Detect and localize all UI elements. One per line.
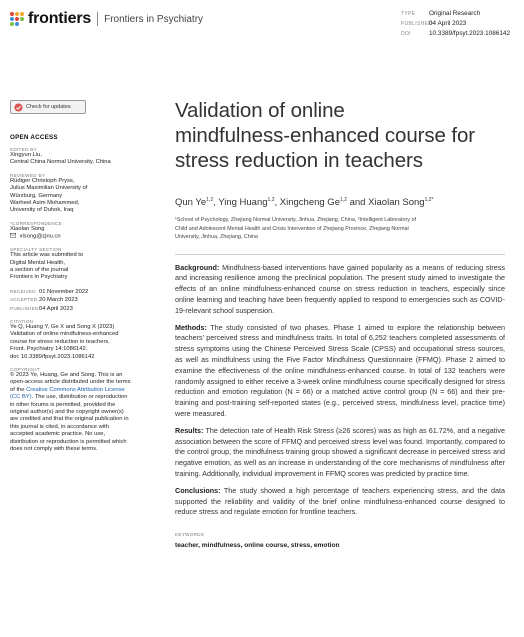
copyright-line: are credited and that the original publication in <box>10 416 129 423</box>
copyright-line: original author(s) and the copyright owner(s) <box>10 409 124 416</box>
copyright-label: COPYRIGHT <box>10 367 41 373</box>
journal-title: Psychiatry <box>156 13 204 25</box>
received-date: 01 November 2022 <box>39 288 89 295</box>
author-affil-sup: 1,2* <box>424 197 434 203</box>
abstract-text: The study consisted of two phases. Phase 1 aimed to explore the relationship between teachers' perceived stress and mindfulness traits. In total of 6,252 teachers completed assessments of stress symptoms using the Chinese Perceived Stress Scale (CPSS) and occupational stress sources, as well as mindfulness using the Five Factor Mindfulness Questionnaire (FFMQ). Phase 2 aimed to examine the effectiveness of the online mindfulness-enhanced course. In total of 132 teachers were randomly assigned to either receive a 3-week online mindfulness course specifically designed for stress reduction and emotion regulation (N = 66) or a matched active control group (N = 66) and their pre-training and post-training self-reported states (e.g., perceived stress, mindfulness level, practice time) were measured. <box>175 322 505 419</box>
copyright-fragment: of the <box>10 386 27 393</box>
copyright-text <box>10 372 160 453</box>
copyright-line: in other forums is permitted, provided the <box>10 401 116 408</box>
abstract-text: The detection rate of Health Risk Stress (≥26 scores) was as high as 61.72%, and a negative association between the score of FFMQ and perceived stress level was found. Importantly, compared to the control group, the mindfulness training group showed a significant decrease in perceived stress and negative emotion, as well as an increase in understanding of the core mechanisms of mindfulness after training. Additionally, individual improvement in FFMQ scores was predicted by practice time. <box>175 425 505 478</box>
keywords: teacher, mindfulness, online course, stress, emotion <box>175 542 340 550</box>
reviewer-line: Würzburg, Germany <box>10 192 63 199</box>
check-updates-icon <box>14 103 23 112</box>
citation-line: course for stress reduction in teachers. <box>10 338 110 345</box>
author-separator: , <box>213 197 219 209</box>
author-separator: and <box>346 197 369 209</box>
abstract-heading: Background: <box>175 262 220 272</box>
correspondence-label: *CORRESPONDENCE <box>10 220 62 226</box>
published-value: 04 April 2023 <box>429 20 467 27</box>
author-name[interactable]: Qun Ye <box>175 197 207 209</box>
edited-by <box>10 152 160 167</box>
published-date: 04 April 2023 <box>39 305 73 312</box>
cc-license-link[interactable]: Creative Commons Attribution License <box>26 386 125 393</box>
frontiers-logo-icon <box>10 12 25 27</box>
correspondence-email-row[interactable] <box>10 233 160 241</box>
affiliations <box>175 216 505 242</box>
citation-line: Validation of online mindfulness-enhanced <box>10 331 119 338</box>
article-header <box>0 0 524 50</box>
section-divider <box>175 254 505 255</box>
reviewer-line: Rüdiger Christoph Pryss, <box>10 177 75 184</box>
reviewed-by <box>10 178 160 215</box>
specialty-line: Digital Mental Health, <box>10 259 66 266</box>
title-line: mindfulness-enhanced course for <box>175 124 476 147</box>
type-value: Original Research <box>429 10 481 17</box>
affiliation-line: Child and Adolescent Mental Health and Crisis Intervention of Zhejiang Province, Zhejiang Normal <box>175 225 409 232</box>
citation-line: Front. Psychiatry 14:1086142. <box>10 346 88 353</box>
title-line: stress reduction in teachers <box>175 149 423 172</box>
author-list <box>175 197 505 208</box>
author-separator: , <box>274 197 280 209</box>
dates-block <box>10 288 160 313</box>
reviewed-by-label: REVIEWED BY <box>10 172 46 178</box>
abstract <box>175 263 505 519</box>
accepted-date: 20 March 2023 <box>39 297 78 304</box>
received-row <box>10 288 160 296</box>
abstract-heading: Results: <box>175 425 204 435</box>
frontiers-logo[interactable] <box>10 10 203 28</box>
type-label: TYPE <box>401 11 416 17</box>
abstract-heading: Conclusions: <box>175 485 221 495</box>
abstract-text: The study showed a high percentage of teachers experiencing stress, and the data supported the reliability and validity of the brief online mindfulness-enhanced course designed to reduce stress and regulate emotion for frontline teachers. <box>175 485 505 517</box>
editor-affiliation: Central China Normal University, China <box>10 159 111 166</box>
article-sidebar <box>10 100 160 454</box>
article-type-block <box>401 9 510 39</box>
author-affil-sup: 1,2 <box>267 197 275 203</box>
check-for-updates-button[interactable] <box>10 100 86 114</box>
citation-line: Ye Q, Huang Y, Ge X and Song X (2023) <box>10 324 115 330</box>
copyright-line: open-access article distributed under the terms <box>10 379 131 386</box>
keywords-label: KEYWORDS <box>175 532 205 538</box>
correspondence <box>10 226 160 241</box>
affiliation-line: ¹School of Psychology, Zhejiang Normal University, Jinhua, Zhejiang, China, ²Intelligent Laboratory of <box>175 217 417 224</box>
check-for-updates-label: Check for updates <box>26 104 71 110</box>
accepted-label: ACCEPTED <box>10 297 38 303</box>
doi-value[interactable]: 10.3389/fpsyt.2023.1086142 <box>429 30 511 37</box>
reviewer-line: Julius Maximilian University of <box>10 185 88 192</box>
received-label: RECEIVED <box>10 288 36 294</box>
logo-divider <box>97 12 98 26</box>
correspondence-name: Xiaolan Song <box>10 225 45 232</box>
journal-prefix: Frontiers in <box>104 13 157 25</box>
copyright-line <box>10 394 160 401</box>
copyright-line: this journal is cited, in accordance with <box>10 423 109 430</box>
abstract-results <box>175 426 505 480</box>
author-name[interactable]: Ying Huang <box>218 197 268 209</box>
open-access-label: OPEN ACCESS <box>10 134 58 141</box>
abstract-background <box>175 263 505 317</box>
article-main <box>175 98 505 549</box>
title-line: Validation of online <box>175 99 345 122</box>
author-name[interactable]: Xingcheng Ge <box>279 197 340 209</box>
copyright-line: accepted academic practice. No use, <box>10 431 106 438</box>
author-affil-sup: 1,2 <box>206 197 214 203</box>
copyright-line: does not comply with these terms. <box>10 446 98 453</box>
specialty-line: a section of the journal <box>10 266 69 273</box>
abstract-conclusions <box>175 486 505 518</box>
abstract-methods <box>175 323 505 420</box>
mail-icon <box>10 233 16 238</box>
logo-wordmark: frontiers <box>28 10 92 27</box>
copyright-fragment: . The use, distribution or reproduction <box>31 394 128 401</box>
author-name[interactable]: Xiaolan Song <box>368 197 425 209</box>
abstract-text: Mindfulness-based interventions have gained popularity as a means of reducing stress and increasing resilience among the preclinical population. The present study aimed to investigate the effects of an online mindfulness-enhanced course on stress reduction in teachers, especially since online learning and teaching have been frequently applied to respond to emergencies such as COVID-19-relevant school suspension. <box>175 262 505 315</box>
copyright-line <box>10 387 160 394</box>
editor-name: Xingyun Liu, <box>10 152 42 158</box>
specialty-label: SPECIALTY SECTION <box>10 247 62 253</box>
article-title <box>175 98 505 173</box>
correspondence-email[interactable]: xlsong@zjnu.cn <box>19 233 61 240</box>
copyright-line: © 2023 Ye, Huang, Ge and Song. This is an <box>10 372 123 379</box>
citation-label: CITATION <box>10 319 34 324</box>
copyright-line: distribution or reproduction is permitted which <box>10 438 127 445</box>
published-row <box>10 305 160 313</box>
reviewer-line: University of Duhok, Iraq <box>10 207 74 214</box>
published-date-label: PUBLISHED <box>10 305 39 311</box>
affiliation-line: University, Jinhua, Zhejiang, China <box>175 234 258 241</box>
specialty-line: Frontiers in Psychiatry <box>10 274 68 281</box>
published-label: PUBLISHED <box>401 21 433 27</box>
edited-by-label: EDITED BY <box>10 147 37 152</box>
cc-by-link[interactable]: (CC BY) <box>10 394 32 401</box>
citation <box>10 324 160 361</box>
specialty-line: This article was submitted to <box>10 252 84 259</box>
doi-label: DOI <box>401 31 411 37</box>
abstract-heading: Methods: <box>175 322 207 332</box>
journal-name <box>104 14 203 25</box>
accepted-row <box>10 296 160 304</box>
author-affil-sup: 1,2 <box>339 197 347 203</box>
citation-doi[interactable]: doi: 10.3389/fpsyt.2023.1086142 <box>10 353 95 360</box>
reviewer-line: Warheel Asim Mohammed, <box>10 200 80 207</box>
specialty-section <box>10 252 160 282</box>
